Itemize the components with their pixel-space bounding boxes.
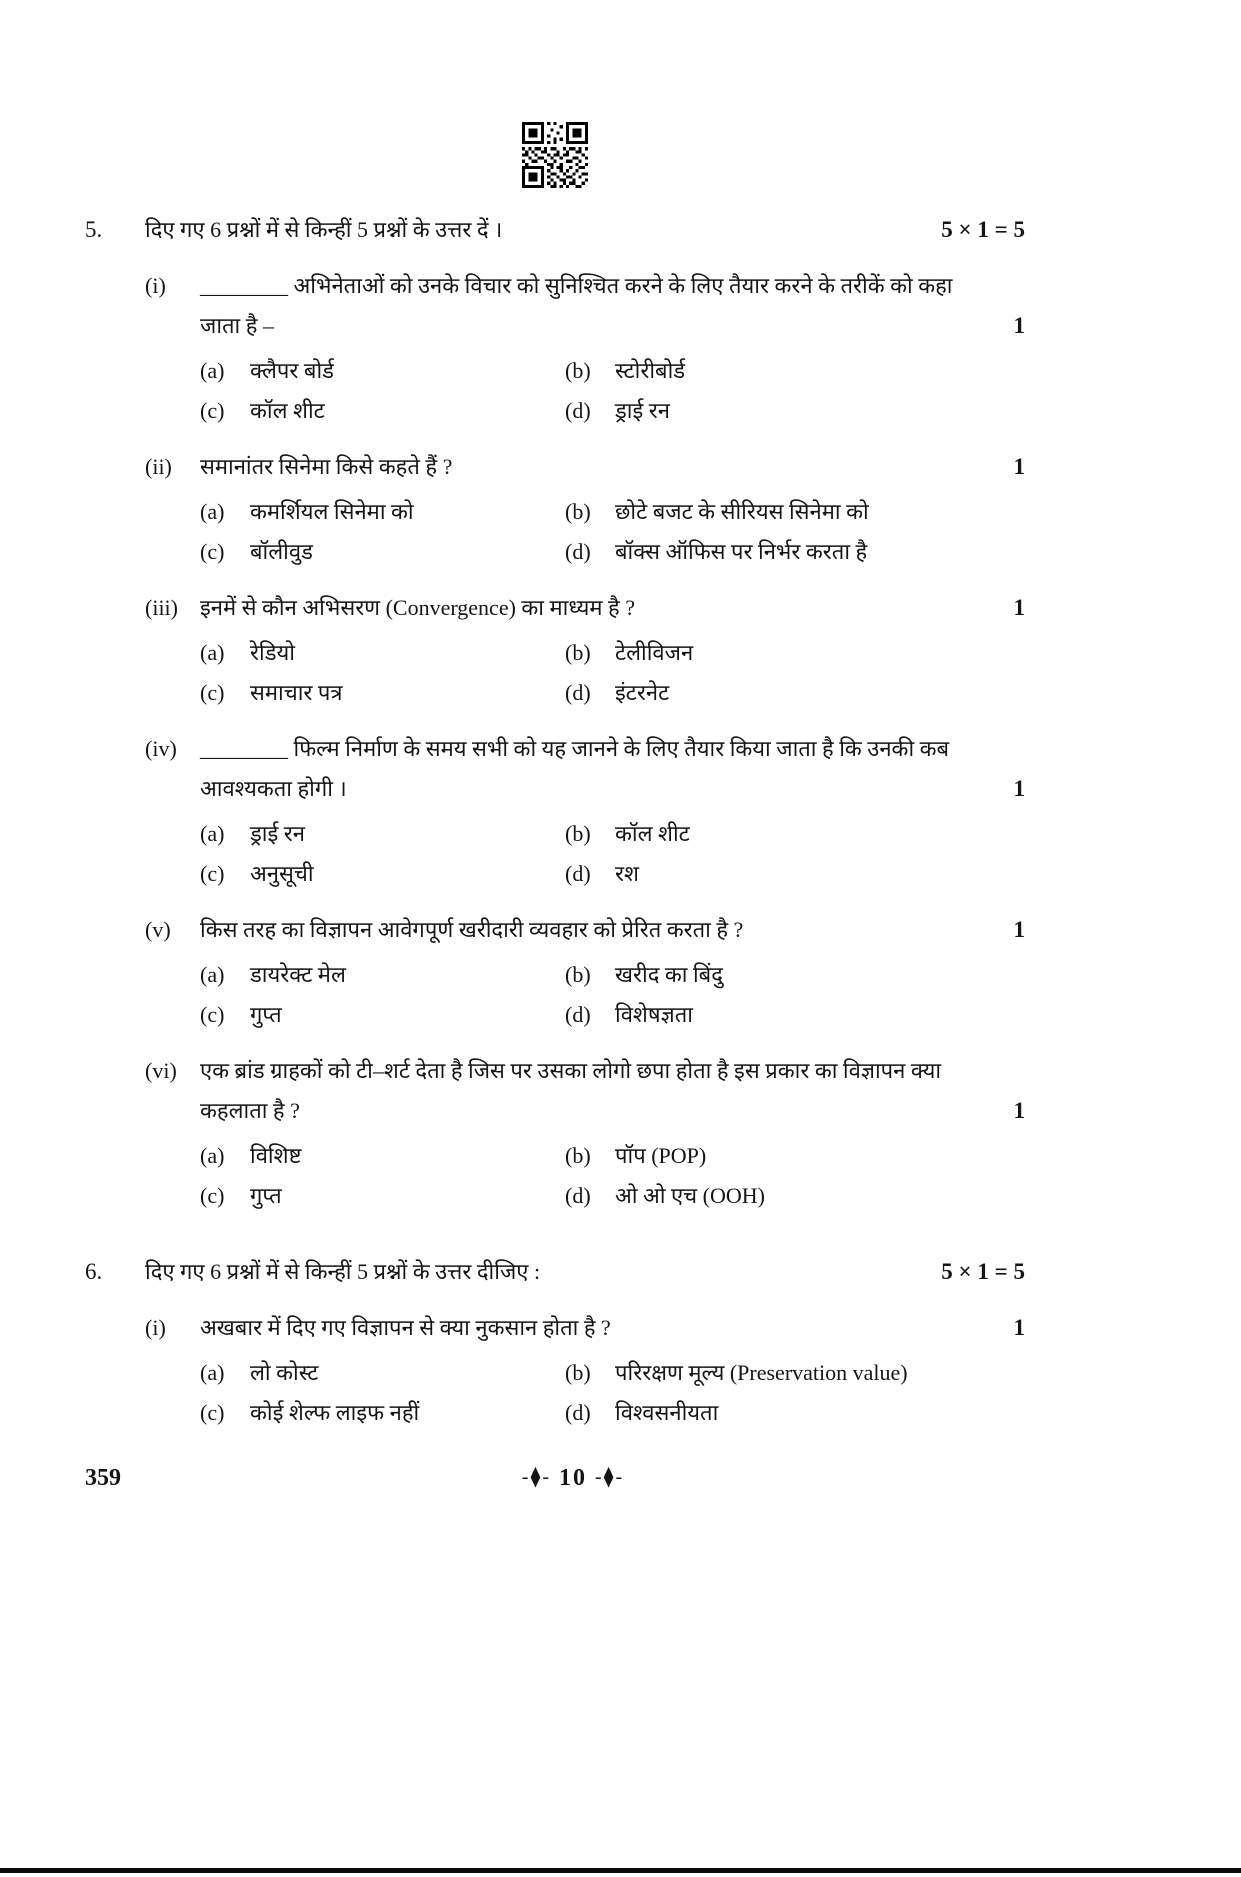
subquestion-text: एक ब्रांड ग्राहकों को टी–शर्ट देता है जिस पर उसका लोगो छपा होता है इस प्रकार का विज्ञापन क्या कहलाता है ? <box>200 1058 942 1123</box>
option-label: (a) <box>200 962 225 987</box>
option-text: ड्राई रन <box>615 398 670 423</box>
option-c <box>200 391 565 431</box>
options-grid <box>200 351 1025 431</box>
subquestion-5-iii <box>145 588 1025 713</box>
option-d <box>565 995 1025 1035</box>
subquestion-5-v <box>145 910 1025 1035</box>
paper-code: 359 <box>85 1465 121 1491</box>
option-a <box>200 814 565 854</box>
subquestion-label: (v) <box>145 917 171 942</box>
option-text: स्टोरीबोर्ड <box>615 358 686 383</box>
option-text: विश्वसनीयता <box>615 1400 719 1425</box>
option-a <box>200 351 565 391</box>
option-label: (a) <box>200 640 225 665</box>
options-grid <box>200 814 1025 894</box>
option-label: (b) <box>565 640 591 665</box>
option-label: (d) <box>565 539 591 564</box>
page-number: 10 <box>559 1465 587 1491</box>
subquestion-text: किस तरह का विज्ञापन आवेगपूर्ण खरीदारी व्यवहार को प्रेरित करता है ? <box>200 917 744 942</box>
options-grid <box>200 1136 1025 1216</box>
option-text: परिरक्षण मूल्य (Preservation value) <box>615 1360 908 1385</box>
option-label: (d) <box>565 1400 591 1425</box>
option-text: गुप्त <box>250 1183 282 1208</box>
subquestion-marks: 1 <box>1013 313 1025 338</box>
option-b <box>565 1353 1025 1393</box>
option-label: (c) <box>200 680 225 705</box>
option-c <box>200 532 565 572</box>
option-d <box>565 391 1025 431</box>
option-a <box>200 633 565 673</box>
page-footer <box>85 1465 1025 1492</box>
option-label: (d) <box>565 861 591 886</box>
option-c <box>200 1393 565 1433</box>
subquestion-marks: 1 <box>1013 776 1025 801</box>
option-d <box>565 854 1025 894</box>
option-label: (d) <box>565 398 591 423</box>
option-text: कमर्शियल सिनेमा को <box>250 499 414 524</box>
question-6-heading <box>85 1252 1025 1292</box>
option-text: कॉल शीट <box>250 398 325 423</box>
question-marks: 5 × 1 = 5 <box>941 1259 1025 1284</box>
option-text: बॉलीवुड <box>250 539 313 564</box>
subquestion-marks: 1 <box>1013 454 1025 479</box>
option-text: विशिष्ट <box>250 1143 302 1168</box>
option-label: (c) <box>200 1400 225 1425</box>
option-label: (b) <box>565 1360 591 1385</box>
option-label: (b) <box>565 962 591 987</box>
option-label: (b) <box>565 1143 591 1168</box>
subquestion-5-iv <box>145 729 1025 894</box>
subquestion-5-ii <box>145 447 1025 572</box>
question-5-heading <box>85 210 1025 250</box>
options-grid <box>200 955 1025 1035</box>
option-a <box>200 1353 565 1393</box>
page-number-block <box>121 1465 1025 1492</box>
option-text: डायरेक्ट मेल <box>250 962 346 987</box>
qr-code-container <box>85 122 1025 188</box>
option-text: ओ ओ एच (OOH) <box>615 1183 765 1208</box>
subquestion-text: अखबार में दिए गए विज्ञापन से क्या नुकसान होता है ? <box>200 1315 611 1340</box>
option-text: रश <box>615 861 639 886</box>
option-text: कोई शेल्फ लाइफ नहीं <box>250 1400 420 1425</box>
option-d <box>565 673 1025 713</box>
subquestion-6-i <box>145 1308 1025 1433</box>
question-text: दिए गए 6 प्रश्नों में से किन्हीं 5 प्रश्नों के उत्तर दीजिए : <box>145 1259 541 1284</box>
option-b <box>565 351 1025 391</box>
question-6 <box>85 1252 1025 1433</box>
option-text: समाचार पत्र <box>250 680 343 705</box>
option-text: अनुसूची <box>250 861 314 886</box>
question-marks: 5 × 1 = 5 <box>941 217 1025 242</box>
subquestion-marks: 1 <box>1013 595 1025 620</box>
subquestion-marks: 1 <box>1013 1098 1025 1123</box>
question-number: 5. <box>85 217 103 242</box>
question-number: 6. <box>85 1259 103 1284</box>
option-label: (c) <box>200 539 225 564</box>
subquestion-text: इनमें से कौन अभिसरण (Convergence) का माध्यम है ? <box>200 595 635 620</box>
option-text: पॉप (POP) <box>615 1143 707 1168</box>
option-text: बॉक्स ऑफिस पर निर्भर करता है <box>615 539 868 564</box>
subquestion-5-i <box>145 266 1025 431</box>
option-c <box>200 673 565 713</box>
option-text: ड्राई रन <box>250 821 305 846</box>
subquestion-5-vi <box>145 1051 1025 1216</box>
option-label: (d) <box>565 680 591 705</box>
option-label: (c) <box>200 398 225 423</box>
options-grid <box>200 492 1025 572</box>
option-label: (b) <box>565 821 591 846</box>
option-label: (d) <box>565 1183 591 1208</box>
subquestion-text: ________ फिल्म निर्माण के समय सभी को यह जानने के लिए तैयार किया जाता है कि उनकी कब आवश्यकता होगी । <box>200 736 950 801</box>
option-text: गुप्त <box>250 1002 282 1027</box>
option-label: (c) <box>200 1002 225 1027</box>
options-grid <box>200 1353 1025 1433</box>
option-d <box>565 1393 1025 1433</box>
option-text: लो कोस्ट <box>250 1360 319 1385</box>
option-label: (b) <box>565 358 591 383</box>
option-a <box>200 492 565 532</box>
subquestion-label: (iv) <box>145 736 177 761</box>
option-a <box>200 955 565 995</box>
option-d <box>565 1176 1025 1216</box>
option-text: छोटे बजट के सीरियस सिनेमा को <box>615 499 869 524</box>
option-b <box>565 633 1025 673</box>
option-text: इंटरनेट <box>615 680 670 705</box>
option-text: खरीद का बिंदु <box>615 962 723 987</box>
question-text: दिए गए 6 प्रश्नों में से किन्हीं 5 प्रश्नों के उत्तर दें । <box>145 217 503 242</box>
option-d <box>565 532 1025 572</box>
footer-decoration-right: -⧫- <box>595 1466 625 1488</box>
exam-paper-page <box>0 122 1241 1492</box>
option-label: (c) <box>200 1183 225 1208</box>
subquestion-marks: 1 <box>1013 1315 1025 1340</box>
option-a <box>200 1136 565 1176</box>
option-text: टेलीविजन <box>615 640 694 665</box>
option-label: (c) <box>200 861 225 886</box>
option-c <box>200 995 565 1035</box>
option-label: (a) <box>200 1143 225 1168</box>
option-text: रेडियो <box>250 640 295 665</box>
subquestion-label: (vi) <box>145 1058 177 1083</box>
option-label: (a) <box>200 499 225 524</box>
question-5 <box>85 210 1025 1216</box>
option-c <box>200 1176 565 1216</box>
option-label: (a) <box>200 1360 225 1385</box>
option-c <box>200 854 565 894</box>
subquestion-label: (ii) <box>145 454 172 479</box>
option-text: विशेषज्ञता <box>615 1002 693 1027</box>
subquestion-text: समानांतर सिनेमा किसे कहते हैं ? <box>200 454 453 479</box>
option-label: (a) <box>200 821 225 846</box>
footer-decoration-left: -⧫- <box>521 1466 551 1488</box>
option-label: (d) <box>565 1002 591 1027</box>
option-text: क्लैपर बोर्ड <box>250 358 334 383</box>
option-b <box>565 492 1025 532</box>
option-b <box>565 814 1025 854</box>
qr-code-icon <box>522 122 588 188</box>
option-text: कॉल शीट <box>615 821 690 846</box>
subquestion-marks: 1 <box>1013 917 1025 942</box>
bottom-rule <box>0 1868 1241 1873</box>
subquestion-label: (iii) <box>145 595 178 620</box>
option-b <box>565 955 1025 995</box>
options-grid <box>200 633 1025 713</box>
subquestion-label: (i) <box>145 1315 166 1340</box>
subquestion-label: (i) <box>145 273 166 298</box>
option-label: (b) <box>565 499 591 524</box>
option-label: (a) <box>200 358 225 383</box>
option-b <box>565 1136 1025 1176</box>
subquestion-text: ________ अभिनेताओं को उनके विचार को सुनिश्चित करने के लिए तैयार करने के तरीकें को कहा जाता है – <box>200 273 953 338</box>
